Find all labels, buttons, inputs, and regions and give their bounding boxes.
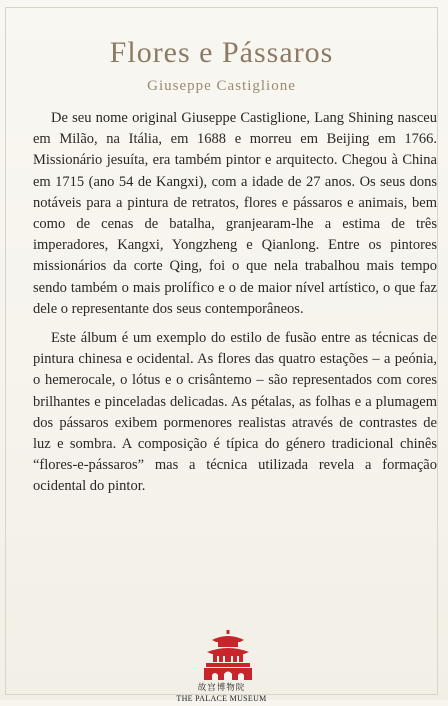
- logo-english-name: THE PALACE MUSEUM: [176, 694, 267, 703]
- paragraph-album: Este álbum é um exemplo do estilo de fusão entre as técnicas de pintura chinesa e ocidental. As flores das quatro estações – a peónia, o hemerocale, o lótus e o crisântemo – são representados com cores brilhantes e pinceladas delicadas. As pétalas, as folhas e a plumagem dos pássaros exibem pormenores realistas através de contrastes de luz e sombra. A composição é típica do género tradicional chinês “flores-e-pássaros” mas a técnica utilizada revela a formação ocidental do pintor.: [33, 330, 437, 495]
- document-title: Flores e Pássaros: [109, 36, 334, 69]
- document-subtitle: Giuseppe Castiglione: [147, 78, 296, 94]
- info-card: [5, 7, 438, 703]
- palace-museum-logo: [6, 626, 437, 706]
- logo-chinese-name: 故宫博物院: [197, 683, 246, 693]
- palace-museum-gate-icon: [204, 630, 252, 680]
- paragraph-biography: De seu nome original Giuseppe Castiglione, Lang Shining nasceu em Milão, na Itália, em 1688 e morreu em Beijing em 1766. Missionário jesuíta, era também pintor e arquitecto. Chegou à China em 1715 (ano 54 de Kangxi), com a idade de 27 anos. Os seus dons notáveis para a pintura de retratos, flores e pássaros e animais, bem como de cenas de batalha, granjearam-lhe a estima de três imperadores, Kangxi, Yongzheng e Qianlong. Entre os pintores missionários da corte Qing, foi o que nela trabalhou mais tempo sendo também o mais prolífico e o de maior nível artístico, o que faz dele o representante dos seus contemporâneos.: [33, 110, 437, 317]
- document-body: [33, 108, 437, 506]
